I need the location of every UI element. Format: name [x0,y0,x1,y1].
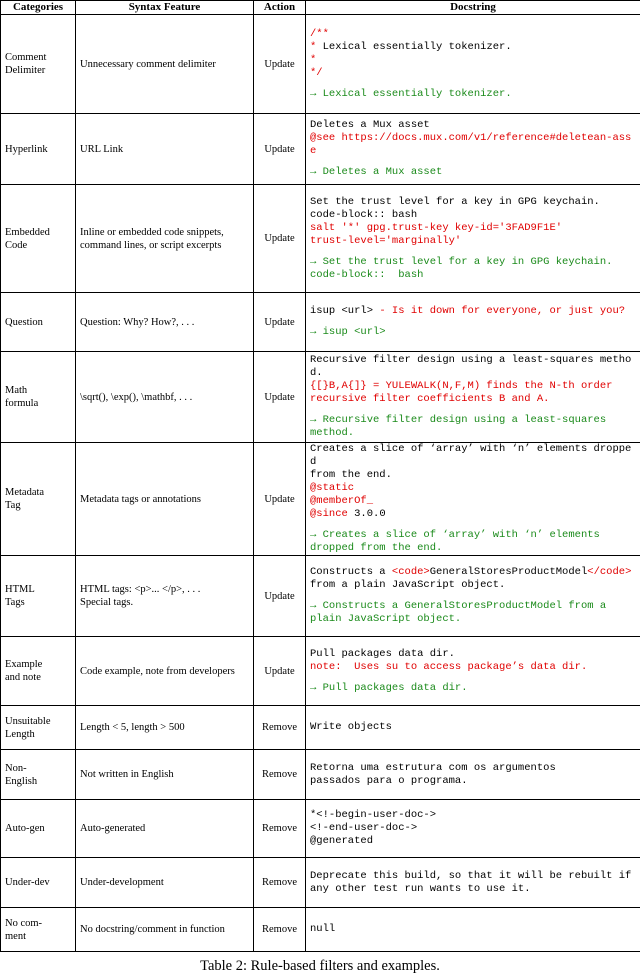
category-cell: Example and note [1,637,76,706]
docstring-line: trust-level='marginally' [310,234,462,247]
docstring-line [310,508,636,521]
table-row [1,293,640,352]
docstring-segment: * [310,40,317,53]
docstring-line: plain JavaScript object. [310,613,462,625]
table-row [1,706,640,750]
docstring-cell [306,637,640,706]
docstring-line [310,406,636,414]
docstring-segment: Constructs a [310,566,392,578]
docstring-line: passados para o programa. [310,774,468,787]
docstring-segment: Lexical essentially tokenizer. [316,40,512,53]
docstring-line: Recursive filter design using a least-squares method. [310,354,632,379]
docstring-cell [306,706,640,750]
category-cell: Unsuitable Length [1,706,76,750]
docstring-line: @static [310,482,355,494]
docstring-line [310,248,636,256]
action-cell: Remove [254,908,306,952]
docstring-cell [306,858,640,908]
docstring-segment: @since [310,508,348,520]
docstring-line: Pull packages data dir. [310,647,455,660]
category-cell: Embedded Code [1,185,76,293]
header-categories: Categories [1,1,76,15]
docstring-line: → Creates a slice of ‘array’ with ‘n’ elements [310,529,600,541]
action-cell: Remove [254,800,306,858]
docstring-line: → Set the trust level for a key in GPG keychain. [310,255,613,268]
docstring-cell [306,750,640,800]
table-row [1,858,640,908]
category-cell: No com- ment [1,908,76,952]
table-row [1,556,640,637]
docstring-line [310,566,636,579]
category-cell: HTML Tags [1,556,76,637]
docstring-line: */ [310,66,323,79]
docstring-line: from a plain JavaScript object. [310,579,506,591]
category-cell: Question [1,293,76,352]
table-row [1,800,640,858]
docstring-line [310,41,636,54]
category-cell: Auto-gen [1,800,76,858]
docstring-line: /** [310,27,329,40]
table-row [1,637,640,706]
syntax-feature-cell: URL Link [76,114,254,185]
docstring-line [310,158,636,166]
docstring-line: recursive filter coefficients B and A. [310,393,550,405]
docstring-cell [306,443,640,556]
docstring-line: code-block:: bash [310,208,418,221]
action-cell: Update [254,637,306,706]
docstring-line [310,521,636,529]
docstring-segment: <code> [391,566,430,578]
docstring-cell [306,114,640,185]
docstring-segment: - Is it down for everyone, or just you? [373,305,626,317]
docstring-line: → Constructs a GeneralStoresProductModel from a [310,600,607,612]
table-row [1,750,640,800]
docstring-cell [306,800,640,858]
docstring-line: Set the trust level for a key in GPG keychain. [310,195,600,208]
syntax-feature-cell: Metadata tags or annotations [76,443,254,556]
action-cell: Update [254,114,306,185]
docstring-line: dropped from the end. [310,542,443,554]
syntax-feature-cell: Unnecessary comment delimiter [76,15,254,114]
syntax-feature-cell: Inline or embedded code snippets, command lines, or script excerpts [76,185,254,293]
action-cell: Update [254,185,306,293]
docstring-line: → Deletes a Mux asset [310,166,443,178]
docstring-line: → Recursive filter design using a least-squares [310,414,607,426]
docstring-line: Retorna uma estrutura com os argumentos [310,761,556,774]
docstring-line [310,80,636,88]
docstring-line [310,592,636,600]
table-caption: Table 2: Rule-based filters and examples. [200,958,440,974]
action-cell: Update [254,352,306,443]
category-cell: Metadata Tag [1,443,76,556]
docstring-line: null [310,923,336,935]
table-header-row [1,1,640,15]
syntax-feature-cell: Under-development [76,858,254,908]
docstring-cell [306,908,640,952]
docstring-segment: GeneralStoresProductModel [429,566,588,578]
docstring-line [310,305,636,318]
action-cell: Remove [254,706,306,750]
header-action: Action [254,1,306,15]
syntax-feature-cell: Auto-generated [76,800,254,858]
docstring-line: @see https://docs.mux.com/v1/reference#deletean-asse [310,132,632,157]
docstring-line: @generated [310,835,374,847]
action-cell: Update [254,443,306,556]
docstring-line: → Pull packages data dir. [310,681,468,694]
syntax-feature-cell: No docstring/comment in function [76,908,254,952]
docstring-line: Creates a slice of ‘array’ with ‘n’ elements dropped [310,443,632,468]
docstring-cell [306,15,640,114]
syntax-feature-cell: Not written in English [76,750,254,800]
docstring-line: code-block:: bash [310,268,424,281]
action-cell: Remove [254,750,306,800]
docstring-line: @memberOf_ [310,495,374,507]
docstring-line: Write objects [310,721,392,733]
category-cell: Non- English [1,750,76,800]
docstring-line: Deletes a Mux asset [310,119,430,131]
action-cell: Update [254,15,306,114]
syntax-feature-cell: Question: Why? How?, . . . [76,293,254,352]
docstring-line: <!-end-user-doc-> [310,822,418,834]
docstring-line: salt '*' gpg.trust-key key-id='3FAD9F1E' [310,221,563,234]
syntax-feature-cell: \sqrt(), \exp(), \mathbf, . . . [76,352,254,443]
header-docstring: Docstring [306,1,640,15]
docstring-line: Deprecate this build, so that it will be rebuilt if [310,869,632,882]
docstring-line: *<!-begin-user-doc-> [310,809,437,821]
header-syntax-feature: Syntax Feature [76,1,254,15]
docstring-line: {[}B,A{]} = YULEWALK(N,F,M) finds the N-th order [310,380,613,392]
category-cell: Math formula [1,352,76,443]
docstring-line: from the end. [310,469,392,481]
action-cell: Update [254,293,306,352]
docstring-cell [306,293,640,352]
table-row [1,443,640,556]
docstring-line: note: Uses su to access package’s data dir. [310,660,588,673]
docstring-line: → Lexical essentially tokenizer. [310,87,512,100]
docstring-line: method. [310,427,355,439]
table-row [1,114,640,185]
syntax-feature-cell: Code example, note from developers [76,637,254,706]
docstring-segment: </code> [587,566,632,578]
docstring-segment: 3.0.0 [347,508,386,520]
docstring-line: → isup <url> [310,326,386,338]
category-cell: Hyperlink [1,114,76,185]
docstring-line: * [310,53,317,66]
docstring-cell [306,556,640,637]
category-cell: Comment Delimiter [1,15,76,114]
docstring-line [310,674,636,682]
action-cell: Remove [254,858,306,908]
table-row [1,15,640,114]
syntax-feature-cell: HTML tags: <p>... </p>, . . . Special tags. [76,556,254,637]
docstring-line [310,318,636,326]
table-row [1,352,640,443]
docstring-line: any other test run wants to use it. [310,882,531,895]
docstring-segment: isup <url> [310,305,374,317]
action-cell: Update [254,556,306,637]
docstring-cell [306,185,640,293]
table-row [1,908,640,952]
docstring-cell [306,352,640,443]
syntax-feature-cell: Length < 5, length > 500 [76,706,254,750]
table-row [1,185,640,293]
category-cell: Under-dev [1,858,76,908]
